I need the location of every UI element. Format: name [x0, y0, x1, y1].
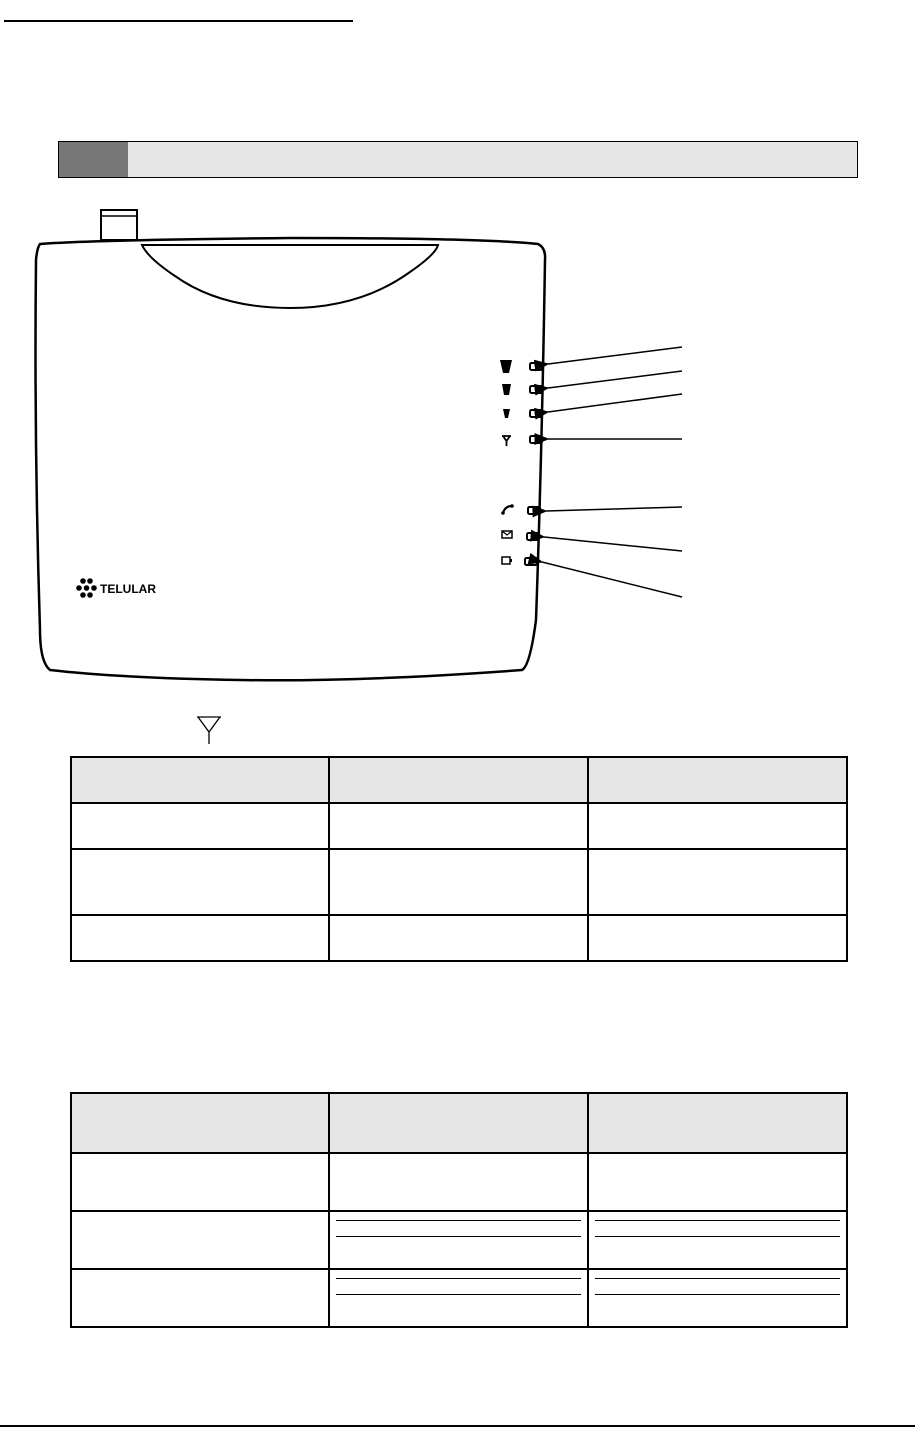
brand-logo-text: TELULAR [100, 582, 156, 596]
cell-rule [595, 1220, 840, 1221]
table-header-row [71, 1093, 847, 1153]
table-header-cell [71, 1093, 329, 1153]
led-phone [528, 507, 540, 514]
antenna-icon [196, 715, 222, 745]
table-cell [71, 915, 329, 961]
table-header-cell [329, 757, 588, 803]
table-header-row [71, 757, 847, 803]
table-row [71, 915, 847, 961]
callout-arrow-6 [544, 537, 682, 551]
cell-rule [336, 1236, 581, 1237]
table-cell [588, 1153, 847, 1211]
table-cell [71, 1153, 329, 1211]
table-row [71, 803, 847, 849]
cell-rule [336, 1278, 581, 1279]
callout-arrow-3 [548, 394, 682, 412]
table-cell-split [329, 1269, 588, 1327]
table-cell [588, 803, 847, 849]
cell-rule [595, 1236, 840, 1237]
callout-arrow-2 [548, 371, 682, 388]
table-cell [71, 1211, 329, 1269]
table-header-cell [588, 1093, 847, 1153]
led-service [530, 436, 542, 443]
led-battery [525, 558, 537, 565]
device-illustration [0, 200, 915, 690]
cell-rule [595, 1278, 840, 1279]
table-header-cell [71, 757, 329, 803]
battery-icon [502, 557, 512, 564]
table-row [71, 849, 847, 915]
table-cell [329, 803, 588, 849]
message-envelope-icon [502, 531, 512, 538]
table-header-cell [329, 1093, 588, 1153]
led-signal-low [530, 410, 542, 417]
header-rule [4, 20, 353, 22]
table-cell [71, 849, 329, 915]
table-cell [588, 915, 847, 961]
table-row [71, 1211, 847, 1269]
table-cell [329, 915, 588, 961]
cell-rule [595, 1294, 840, 1295]
status-table-1 [70, 756, 848, 962]
callout-arrow-7 [542, 562, 682, 597]
table-cell [588, 849, 847, 915]
led-message [527, 533, 539, 540]
table-row [71, 1153, 847, 1211]
section-number-box [59, 142, 128, 177]
callout-arrow-1 [548, 347, 682, 364]
table-cell-split [329, 1211, 588, 1269]
section-heading-bar [58, 141, 858, 178]
table-cell [71, 1269, 329, 1327]
footer-rule [0, 1425, 915, 1427]
cell-rule [336, 1294, 581, 1295]
led-signal-medium [530, 386, 542, 393]
table-cell-split [588, 1211, 847, 1269]
table-cell [71, 803, 329, 849]
table-cell [329, 849, 588, 915]
telular-logo [76, 578, 156, 598]
table-cell [329, 1153, 588, 1211]
callout-arrow-5 [546, 507, 682, 511]
table-row [71, 1269, 847, 1327]
led-signal-high [530, 363, 542, 370]
antenna-stub [101, 210, 137, 240]
table-cell-split [588, 1269, 847, 1327]
status-table-2 [70, 1092, 848, 1328]
cell-rule [336, 1220, 581, 1221]
table-header-cell [588, 757, 847, 803]
